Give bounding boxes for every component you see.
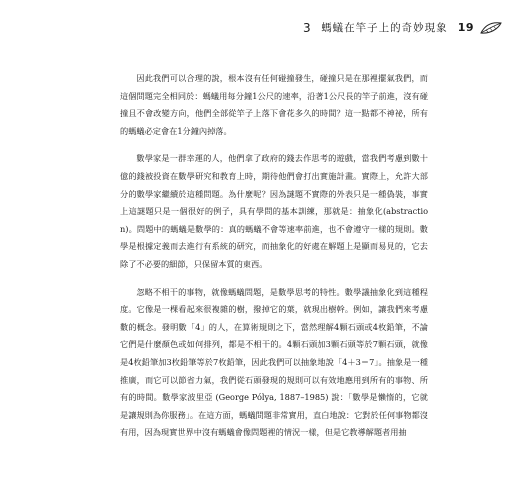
page-number: 19 [457, 21, 474, 34]
leaf-icon [480, 21, 502, 35]
running-head [303, 20, 502, 35]
chapter-number: 3 [303, 20, 312, 35]
body-text [120, 70, 428, 442]
chapter-title: 螞蟻在竿子上的奇妙現象 [321, 22, 448, 34]
paragraph-3: 忽略不相干的事物，就像螞蟻問題，是數學思考的特性。數學議抽象化到這種程度。它像是一棵看起來很複雜的樹，撥掉它的葉，就現出樹幹。例如，讓我們來考慮數的概念。發明數「4」的人，在算術規則之下，當然理解4顆石頭或4枚鉛筆，不論它們是什麼顏色或如何排列，都是不相干的。4顆石頭加3顆石頭等於7顆石頭，就像是4枚鉛筆加3枚鉛筆等於7枚鉛筆，因此我們可以抽象地說「4＋3＝7」。抽象是一種推廣，而它可以節省力氣，我們從石頭發現的規則可以有效地應用到所有的事物、所有的時間。數學家波里亞 (George Pólya, 1887–1985) 說：「數學是懶惰的，它就是讓規則為你服務」。在這方面，螞蟻問題非常實用，直白地說：它對於任何事物都沒有用，因為現實世界中沒有螞蟻會像問題裡的情況一樣，但是它教導解題者用抽 [120, 286, 428, 438]
paragraph-1: 因此我們可以合理的說，根本沒有任何碰撞發生，碰撞只是在那裡擺氣我們，而這個問題完全相同於：螞蟻用每分鐘1公尺的速率，沿著1公尺長的竿子前進，沒有碰撞且不會改變方向，他們全部從竿子上落下會花多久的時間？這一點都不神祕，所有的螞蟻必定會在1分鐘內掉落。 [120, 73, 428, 136]
paragraph-2: 數學家是一群幸運的人，他們拿了政府的錢去作思考的遊戲，當我們考慮到數十億的錢被投資在數學研究和教育上時，期待他們會打出實施計畫。實際上，允許大部分的數學家繼續於這種問題。為什麼呢？因為謎題不實際的外表只是一種偽裝，事實上這謎題只是一個很好的例子，具有學問的基本訓練，那就是：抽象化(abstraction)。問題中的螞蟻是數學的：真的螞蟻不會等速率前進，也不會遵守一樣的規則。數學是根據定義而去進行有系統的研究，而抽象化的好處在解題上是顯而易見的，它去除了不必要的細節，只保留本質的東西。 [120, 153, 428, 269]
